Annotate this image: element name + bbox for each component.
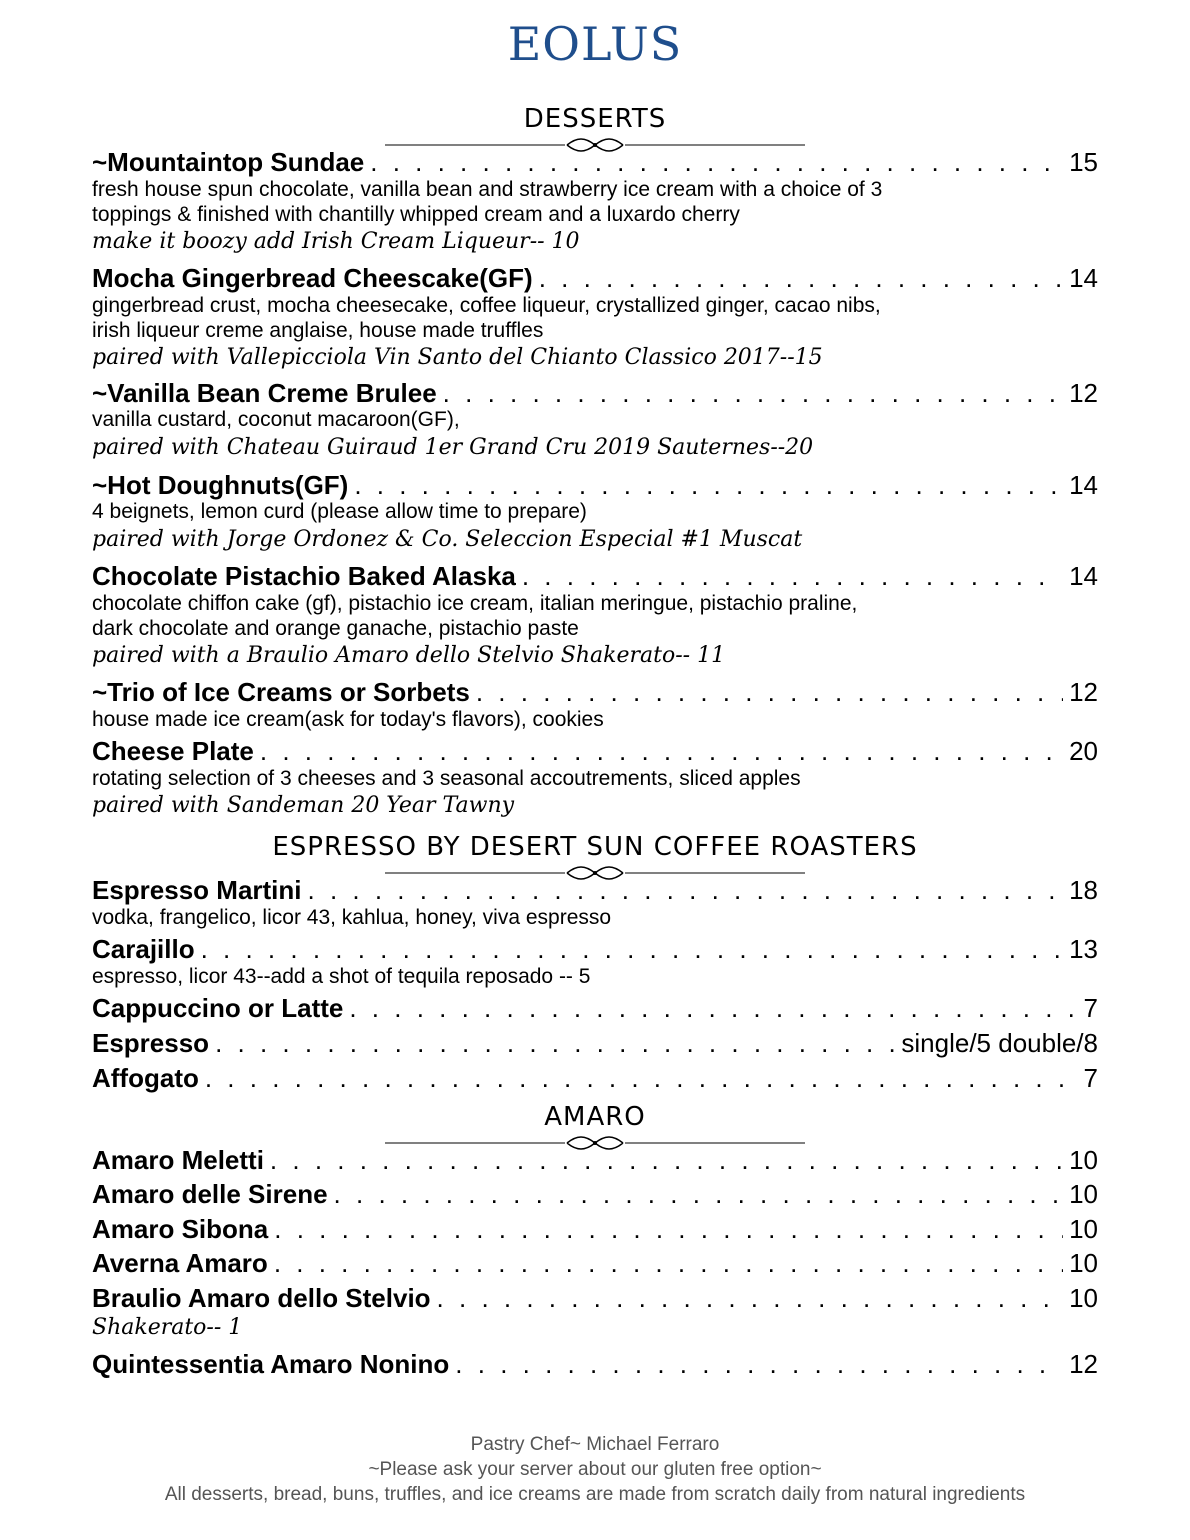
menu-item-row	[92, 1283, 1098, 1313]
item-pairing: paired with Jorge Ordonez & Co. Seleccion Especial #1 Muscat	[92, 527, 803, 552]
menu-item-row	[92, 875, 1098, 905]
dot-leader	[455, 1349, 1063, 1379]
menu-item-row	[92, 378, 1098, 408]
item-name: Quintessentia Amaro Nonino	[92, 1349, 450, 1379]
dot-leader	[443, 378, 1063, 408]
menu-item-row	[92, 1214, 1098, 1244]
dot-leader	[308, 875, 1064, 905]
menu-item-row	[92, 470, 1098, 500]
item-description: rotating selection of 3 cheeses and 3 seasonal accoutrements, sliced apples	[92, 767, 801, 790]
item-pairing: paired with Chateau Guiraud 1er Grand Cru 2019 Sauternes--20	[92, 435, 814, 460]
dot-leader	[522, 561, 1063, 591]
item-description: house made ice cream(ask for today's flavors), cookies	[92, 708, 604, 731]
item-description: 4 beignets, lemon curd (please allow time to prepare)	[92, 500, 587, 523]
item-name: Cheese Plate	[92, 736, 254, 766]
dot-leader	[274, 1248, 1063, 1278]
item-name: Carajillo	[92, 934, 195, 964]
menu-item-row	[92, 993, 1098, 1023]
svg-text:EOLUS: EOLUS	[507, 17, 683, 70]
item-price: single/5 double/8	[901, 1028, 1098, 1058]
item-price: 14	[1069, 561, 1098, 591]
item-name: Braulio Amaro dello Stelvio	[92, 1283, 431, 1313]
item-price: 13	[1069, 934, 1098, 964]
item-pairing: paired with a Braulio Amaro dello Stelvio Shakerato-- 11	[92, 643, 726, 668]
item-price: 15	[1069, 147, 1098, 177]
item-price: 10	[1069, 1145, 1098, 1175]
item-price: 12	[1069, 1349, 1098, 1379]
amaro-section-header	[0, 1102, 1190, 1150]
item-pairing: Shakerato-- 1	[92, 1315, 243, 1340]
dot-leader	[270, 1145, 1063, 1175]
item-description: dark chocolate and orange ganache, pistachio paste	[92, 617, 579, 640]
item-price: 10	[1069, 1283, 1098, 1313]
menu-item-row	[92, 1145, 1098, 1175]
item-price: 14	[1069, 263, 1098, 293]
item-name: ~Hot Doughnuts(GF)	[92, 470, 349, 500]
dot-leader	[215, 1028, 895, 1058]
menu-item-row	[92, 1028, 1098, 1058]
item-description: toppings & finished with chantilly whipped cream and a luxardo cherry	[92, 203, 740, 226]
item-description: vanilla custard, coconut macaroon(GF),	[92, 408, 460, 431]
item-name: Chocolate Pistachio Baked Alaska	[92, 561, 516, 591]
item-name: ~Vanilla Bean Creme Brulee	[92, 378, 437, 408]
section-title: AMARO	[544, 1102, 646, 1132]
item-price: 20	[1069, 736, 1098, 766]
menu-item-row	[92, 736, 1098, 766]
item-name: Amaro Sibona	[92, 1214, 269, 1244]
item-name: Espresso	[92, 1028, 210, 1058]
item-price: 12	[1069, 677, 1098, 707]
item-name: Cappuccino or Latte	[92, 993, 344, 1023]
dot-leader	[274, 1214, 1063, 1244]
item-pairing: paired with Vallepicciola Vin Santo del Chianto Classico 2017--15	[92, 345, 823, 370]
item-name: Amaro delle Sirene	[92, 1179, 328, 1209]
item-price: 10	[1069, 1214, 1098, 1244]
section-title: DESSERTS	[523, 104, 667, 134]
item-description: espresso, licor 43--add a shot of tequila reposado -- 5	[92, 965, 591, 988]
desserts-section-header	[0, 104, 1190, 152]
dot-leader	[201, 934, 1063, 964]
eolus-logo	[505, 10, 685, 70]
item-price: 18	[1069, 875, 1098, 905]
menu-item-row	[92, 561, 1098, 591]
item-pairing: paired with Sandeman 20 Year Tawny	[92, 793, 515, 818]
footer-scratch-note: All desserts, bread, buns, truffles, and ice creams are made from scratch daily from natural ingredients	[164, 1484, 1026, 1505]
section-title: ESPRESSO BY DESERT SUN COFFEE ROASTERS	[272, 832, 918, 862]
dot-leader	[437, 1283, 1064, 1313]
logo	[0, 10, 1190, 75]
item-description: fresh house spun chocolate, vanilla bean and strawberry ice cream with a choice of 3	[92, 178, 883, 201]
dot-leader	[334, 1179, 1064, 1209]
item-description: irish liqueur creme anglaise, house made truffles	[92, 319, 544, 342]
menu-item-row	[92, 1179, 1098, 1209]
item-name: Averna Amaro	[92, 1248, 268, 1278]
menu-item-row	[92, 677, 1098, 707]
dot-leader	[476, 677, 1063, 707]
dot-leader	[539, 263, 1063, 293]
espresso-section-header	[0, 832, 1190, 880]
dot-leader	[205, 1063, 1078, 1093]
item-price: 10	[1069, 1179, 1098, 1209]
item-name: Affogato	[92, 1063, 199, 1093]
footer-gluten-note: ~Please ask your server about our gluten free option~	[368, 1459, 822, 1480]
item-price: 7	[1083, 993, 1098, 1023]
dot-leader	[349, 993, 1077, 1023]
item-pairing: make it boozy add Irish Cream Liqueur-- 10	[92, 229, 580, 254]
menu-item-row	[92, 934, 1098, 964]
dot-leader	[260, 736, 1063, 766]
item-price: 7	[1083, 1063, 1098, 1093]
dot-leader	[370, 147, 1063, 177]
item-price: 12	[1069, 378, 1098, 408]
footer-chef: Pastry Chef~ Michael Ferraro	[470, 1434, 720, 1455]
item-description: vodka, frangelico, licor 43, kahlua, honey, viva espresso	[92, 906, 612, 929]
item-name: Espresso Martini	[92, 875, 302, 905]
menu-item-row	[92, 1349, 1098, 1379]
item-name: Mocha Gingerbread Cheescake(GF)	[92, 263, 533, 293]
menu-item-row	[92, 1248, 1098, 1278]
menu-item-row	[92, 147, 1098, 177]
item-name: Amaro Meletti	[92, 1145, 264, 1175]
item-price: 10	[1069, 1248, 1098, 1278]
menu-item-row	[92, 1063, 1098, 1093]
item-name: ~Mountaintop Sundae	[92, 147, 365, 177]
menu-item-row	[92, 263, 1098, 293]
item-name: ~Trio of Ice Creams or Sorbets	[92, 677, 470, 707]
item-price: 14	[1069, 470, 1098, 500]
dot-leader	[354, 470, 1063, 500]
item-description: chocolate chiffon cake (gf), pistachio ice cream, italian meringue, pistachio praline,	[92, 592, 858, 615]
item-description: gingerbread crust, mocha cheesecake, coffee liqueur, crystallized ginger, cacao nibs,	[92, 294, 881, 317]
